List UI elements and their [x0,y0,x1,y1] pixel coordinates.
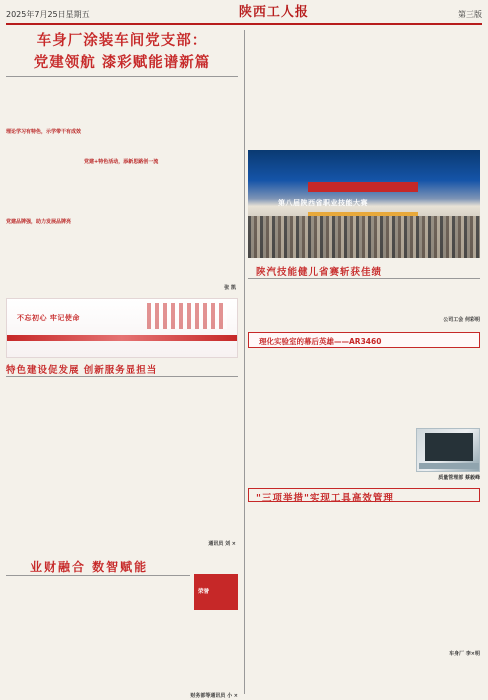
model-article-author: 质量管理部 蔡毅峰 [438,475,480,481]
main-article-column-1 [6,82,80,284]
model-article-column-1 [248,352,358,446]
service-article-column-3 [162,380,238,540]
laptop-screen [425,433,473,461]
main-article-subhead-2: 党建品牌强，助力发展品牌亮 [6,219,72,225]
issue-date: 2025年7月25日星期五 [6,10,90,19]
laptop-base [419,463,479,469]
banner-stripe [7,335,237,341]
laptop-photo [416,428,480,472]
top-right-article [248,32,480,144]
finance-headline: 业财融合 数智赋能 [30,560,149,574]
model-headline-box [248,332,480,348]
model-article-column-3 [362,430,412,472]
main-headline [6,32,238,72]
flag-decoration [147,303,227,329]
finance-article-author: 财务部等通讯员 小 × [190,693,238,699]
meeting-banner-text: 第八届陕西省职业技能大赛 [278,199,368,207]
main-headline-line1: 车身厂涂装车间党支部： [36,33,208,49]
newspaper-title: 陕西工人报 [238,5,309,20]
finance-article-column-3 [130,614,238,692]
divider [248,278,480,279]
meeting-photo [248,150,480,258]
service-article-column-2 [84,380,158,540]
award-seal-text: 荣誉 [198,589,210,595]
banner-slogan: 不忘初心 牢记使命 [17,314,80,322]
three-article-author: 车身厂 李×明 [449,651,480,657]
award-seal-image [194,574,238,610]
service-article-author: 通讯员 刘 × [208,541,236,547]
divider [6,376,238,377]
audience-crowd [248,216,480,258]
union-article-author: 公司工会 何彩明 [443,317,480,323]
finance-article-column-2 [68,578,128,694]
model-headline: 理化实验室的幕后英雄——AR3460 [259,337,382,346]
union-article-body [248,282,480,312]
party-banner-photo [6,298,238,358]
masthead [6,3,482,25]
column-divider [244,30,245,694]
model-article-column-2 [362,352,480,426]
three-headline: "三项举措"实现工具高效管理 [256,493,394,504]
main-article-subhead-3: 党建+特色活动，添新思路创一流 [84,159,159,165]
service-article-column-1 [6,380,80,540]
service-headline: 特色建设促发展 创新服务显担当 [6,365,158,376]
divider [6,76,238,77]
main-headline-line2: 党建领航 漆彩赋能谱新篇 [33,55,211,71]
main-article-subhead-1: 理论学习有特色，示学带干有成效 [6,129,82,135]
main-article-column-2 [84,82,158,284]
stage-backdrop [308,182,418,192]
union-headline: 陕汽技能健儿省赛斩获佳绩 [256,267,383,278]
page-number: 第三版 [458,10,482,19]
finance-article-column-1 [6,578,66,694]
main-article-author: 张 凯 [224,285,236,291]
main-article-column-3 [162,82,238,284]
divider [6,575,190,576]
three-article-body [248,508,480,648]
